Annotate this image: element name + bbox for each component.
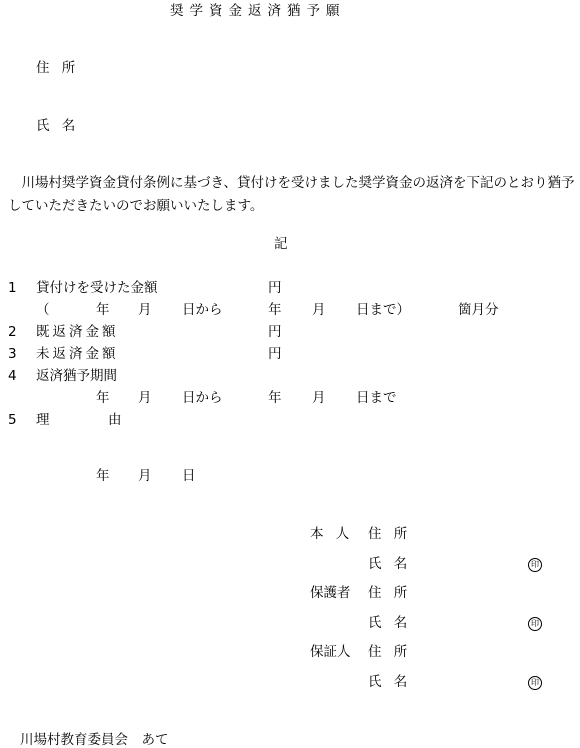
applicant-address-label: 住 所 [36,60,76,76]
guardian-name-label: 氏 名 [368,615,408,631]
item1-label: 貸付けを受けた金額 [36,280,158,296]
item1-to-year: 年 [268,302,282,318]
item4-from-day: 日から [182,390,223,406]
item3-number: 3 [8,346,17,362]
date-day: 日 [182,468,196,484]
item4-to-year: 年 [268,390,282,406]
item1-months: 箇月分 [458,302,499,318]
guarantor-label: 保証人 [310,644,351,660]
guardian-address-label: 住 所 [368,585,408,601]
guardian-label: 保護者 [310,585,351,601]
item4-to-day: 日まで [356,390,397,406]
item5-label-a: 理 [36,412,50,428]
item4-from-month: 月 [138,390,152,406]
self-address-label: 住 所 [368,526,408,542]
item1-from-day: 日から [182,302,223,318]
applicant-name-label: 氏 名 [36,118,76,134]
date-month: 月 [138,468,152,484]
self-name-label: 氏 名 [368,556,408,572]
item3-label: 未返済金額 [36,346,119,362]
request-paragraph: 川場村奨学資金貸付条例に基づき、貸付けを受けました奨学資金の返済を下記のとおり猶予していただきたいのでお願いいたします。 [8,175,575,214]
item2-number: 2 [8,324,17,340]
item2-unit: 円 [268,324,282,340]
item4-from-year: 年 [96,390,110,406]
item1-from-year: 年 [96,302,110,318]
guarantor-name-label: 氏 名 [368,674,408,690]
item4-label: 返済猶予期間 [36,368,117,384]
item5-number: 5 [8,412,17,428]
item1-from-month: 月 [138,302,152,318]
item1-number: 1 [8,280,17,296]
item5-label-b: 由 [108,412,122,428]
item1-to-day: 日まで） [356,302,410,318]
guarantor-address-label: 住 所 [368,644,408,660]
guarantor-seal-icon: 印 [528,676,542,690]
item3-unit: 円 [268,346,282,362]
self-seal-icon: 印 [528,558,542,572]
ki-heading: 記 [274,236,288,252]
date-year: 年 [96,468,110,484]
addressee: 川場村教育委員会 あて [20,732,169,748]
item4-number: 4 [8,368,17,384]
item2-label: 既返済金額 [36,324,119,340]
item1-unit: 円 [268,280,282,296]
item4-to-month: 月 [312,390,326,406]
guardian-seal-icon: 印 [528,617,542,631]
document-title: 奨学資金返済猶予願 [170,3,346,19]
item1-period-open: （ [36,302,50,318]
self-label: 本 人 [310,526,350,542]
item1-to-month: 月 [312,302,326,318]
